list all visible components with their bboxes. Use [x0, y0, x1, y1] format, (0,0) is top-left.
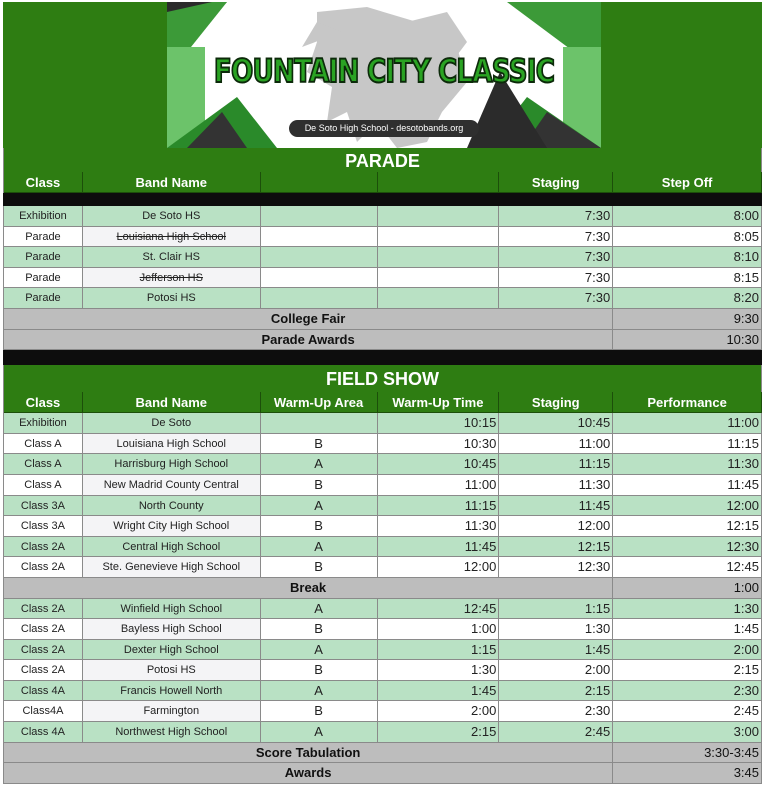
- break-row: [3, 578, 762, 599]
- cell-class: Parade: [4, 268, 83, 289]
- cell-band: Farmington: [83, 701, 261, 722]
- cell-band: Louisiana High School: [83, 434, 261, 455]
- cell-band: Winfield High School: [83, 599, 261, 620]
- cell-empty: [378, 268, 500, 289]
- table-row: [3, 454, 762, 475]
- awards-row: [3, 763, 762, 784]
- cell-band: New Madrid County Central: [83, 475, 261, 496]
- banner: [3, 2, 762, 148]
- cell-performance: 2:15: [613, 660, 762, 681]
- col-header-staging: Staging: [499, 392, 613, 413]
- cell-staging: 2:15: [499, 681, 613, 702]
- parade-section-title: PARADE: [3, 148, 762, 172]
- break-time: 1:00: [613, 578, 762, 599]
- cell-step-off: 8:10: [613, 247, 762, 268]
- cell-empty: [378, 227, 500, 248]
- cell-class: Class 2A: [4, 599, 83, 620]
- cell-band: De Soto: [83, 413, 261, 434]
- cell-empty: [261, 206, 378, 227]
- cell-warm-up-area: A: [261, 681, 378, 702]
- schedule-sheet: [3, 2, 762, 784]
- cell-warm-up-area: A: [261, 722, 378, 743]
- field-show-section-title: FIELD SHOW: [3, 365, 762, 392]
- cell-staging: 2:30: [499, 701, 613, 722]
- cell-step-off: 8:00: [613, 206, 762, 227]
- cell-band-struck: Louisiana High School: [83, 227, 261, 248]
- cell-band-struck: Jefferson HS: [83, 268, 261, 289]
- divider-bar: [3, 193, 762, 206]
- cell-class: Class 2A: [4, 640, 83, 661]
- cell-warm-up-area: [261, 413, 378, 434]
- col-header-band-name: Band Name: [83, 172, 261, 193]
- table-row: [3, 516, 762, 537]
- cell-warm-up-time: 11:15: [378, 496, 500, 517]
- cell-band: Bayless High School: [83, 619, 261, 640]
- cell-empty: [378, 206, 500, 227]
- cell-performance: 2:00: [613, 640, 762, 661]
- cell-staging: 10:45: [499, 413, 613, 434]
- cell-warm-up-area: A: [261, 640, 378, 661]
- awards-label: Awards: [4, 763, 613, 784]
- table-row: [3, 434, 762, 455]
- cell-band: Potosi HS: [83, 288, 261, 309]
- cell-warm-up-time: 11:45: [378, 537, 500, 558]
- col-header-class: Class: [4, 392, 83, 413]
- cell-staging: 11:30: [499, 475, 613, 496]
- cell-warm-up-area: A: [261, 599, 378, 620]
- cell-staging: 1:30: [499, 619, 613, 640]
- col-header-warm-up-area: Warm-Up Area: [261, 392, 378, 413]
- cell-performance: 2:45: [613, 701, 762, 722]
- cell-class: Class 2A: [4, 660, 83, 681]
- cell-empty: [378, 247, 500, 268]
- cell-staging: 2:45: [499, 722, 613, 743]
- cell-warm-up-area: B: [261, 660, 378, 681]
- cell-band: Wright City High School: [83, 516, 261, 537]
- cell-staging: 7:30: [499, 227, 613, 248]
- cell-empty: [378, 288, 500, 309]
- cell-class: Class 2A: [4, 557, 83, 578]
- cell-warm-up-time: 1:15: [378, 640, 500, 661]
- cell-class: Class 4A: [4, 681, 83, 702]
- cell-band: Dexter High School: [83, 640, 261, 661]
- table-row: [3, 288, 762, 309]
- cell-warm-up-time: 11:00: [378, 475, 500, 496]
- cell-warm-up-time: 2:00: [378, 701, 500, 722]
- cell-performance: 11:15: [613, 434, 762, 455]
- table-row: [3, 413, 762, 434]
- cell-empty: [261, 288, 378, 309]
- cell-staging: 7:30: [499, 268, 613, 289]
- divider-bar: [3, 350, 762, 365]
- cell-performance: 11:00: [613, 413, 762, 434]
- table-row: [3, 722, 762, 743]
- cell-warm-up-area: B: [261, 475, 378, 496]
- table-row: [3, 247, 762, 268]
- banner-image: [167, 2, 601, 148]
- cell-warm-up-time: 10:45: [378, 454, 500, 475]
- col-header-step-off: Step Off: [613, 172, 762, 193]
- cell-band: Francis Howell North: [83, 681, 261, 702]
- table-row: [3, 619, 762, 640]
- cell-staging: 11:15: [499, 454, 613, 475]
- table-row: [3, 557, 762, 578]
- cell-warm-up-time: 10:15: [378, 413, 500, 434]
- table-row: [3, 660, 762, 681]
- cell-warm-up-area: A: [261, 537, 378, 558]
- cell-step-off: 8:20: [613, 288, 762, 309]
- cell-band: Ste. Genevieve High School: [83, 557, 261, 578]
- table-row: [3, 268, 762, 289]
- cell-performance: 1:30: [613, 599, 762, 620]
- cell-staging: 12:30: [499, 557, 613, 578]
- table-row: [3, 475, 762, 496]
- col-header-blank: [378, 172, 500, 193]
- table-row: [3, 681, 762, 702]
- cell-performance: 12:45: [613, 557, 762, 578]
- cell-band: Potosi HS: [83, 660, 261, 681]
- score-tabulation-label: Score Tabulation: [4, 743, 613, 764]
- table-row: [3, 496, 762, 517]
- field-show-rows-afternoon: [3, 599, 762, 743]
- cell-class: Exhibition: [4, 206, 83, 227]
- cell-band: De Soto HS: [83, 206, 261, 227]
- cell-staging: 1:15: [499, 599, 613, 620]
- cell-staging: 7:30: [499, 247, 613, 268]
- cell-performance: 12:00: [613, 496, 762, 517]
- cell-warm-up-time: 10:30: [378, 434, 500, 455]
- cell-staging: 12:00: [499, 516, 613, 537]
- score-tabulation-time: 3:30-3:45: [613, 743, 762, 764]
- field-show-rows-morning: [3, 413, 762, 578]
- cell-class: Exhibition: [4, 413, 83, 434]
- cell-warm-up-time: 1:30: [378, 660, 500, 681]
- cell-performance: 12:30: [613, 537, 762, 558]
- cell-warm-up-area: B: [261, 434, 378, 455]
- cell-class: Parade: [4, 247, 83, 268]
- cell-class: Class 2A: [4, 537, 83, 558]
- banner-title: FOUNTAIN CITY CLASSIC: [213, 52, 555, 90]
- cell-class: Class 4A: [4, 722, 83, 743]
- cell-warm-up-time: 2:15: [378, 722, 500, 743]
- cell-warm-up-time: 1:00: [378, 619, 500, 640]
- cell-class: Class 3A: [4, 516, 83, 537]
- cell-staging: 2:00: [499, 660, 613, 681]
- cell-warm-up-area: A: [261, 454, 378, 475]
- col-header-performance: Performance: [613, 392, 762, 413]
- table-row: [3, 227, 762, 248]
- field-show-header-row: [3, 392, 762, 413]
- col-header-blank: [261, 172, 378, 193]
- cell-performance: 1:45: [613, 619, 762, 640]
- college-fair-row: [3, 309, 762, 330]
- parade-awards-label: Parade Awards: [4, 330, 613, 351]
- table-row: [3, 537, 762, 558]
- banner-subtitle: De Soto High School - desotobands.org: [289, 120, 479, 137]
- parade-awards-time: 10:30: [613, 330, 762, 351]
- cell-warm-up-area: B: [261, 557, 378, 578]
- cell-staging: 11:00: [499, 434, 613, 455]
- table-row: [3, 701, 762, 722]
- cell-staging: 12:15: [499, 537, 613, 558]
- cell-staging: 11:45: [499, 496, 613, 517]
- cell-warm-up-area: B: [261, 516, 378, 537]
- cell-band: Harrisburg High School: [83, 454, 261, 475]
- cell-step-off: 8:05: [613, 227, 762, 248]
- parade-header-row: [3, 172, 762, 193]
- col-header-band-name: Band Name: [83, 392, 261, 413]
- cell-staging: 7:30: [499, 206, 613, 227]
- cell-empty: [261, 227, 378, 248]
- cell-class: Class 3A: [4, 496, 83, 517]
- college-fair-time: 9:30: [613, 309, 762, 330]
- cell-class: Class A: [4, 434, 83, 455]
- cell-performance: 3:00: [613, 722, 762, 743]
- cell-empty: [261, 268, 378, 289]
- cell-performance: 11:30: [613, 454, 762, 475]
- cell-performance: 12:15: [613, 516, 762, 537]
- score-tabulation-row: [3, 743, 762, 764]
- cell-warm-up-time: 11:30: [378, 516, 500, 537]
- college-fair-label: College Fair: [4, 309, 613, 330]
- col-header-warm-up-time: Warm-Up Time: [378, 392, 500, 413]
- col-header-class: Class: [4, 172, 83, 193]
- awards-time: 3:45: [613, 763, 762, 784]
- break-label: Break: [4, 578, 613, 599]
- cell-warm-up-area: B: [261, 701, 378, 722]
- cell-band: St. Clair HS: [83, 247, 261, 268]
- cell-band: Central High School: [83, 537, 261, 558]
- cell-performance: 11:45: [613, 475, 762, 496]
- table-row: [3, 640, 762, 661]
- cell-class: Class A: [4, 454, 83, 475]
- cell-band: Northwest High School: [83, 722, 261, 743]
- cell-staging: 7:30: [499, 288, 613, 309]
- cell-class: Class 2A: [4, 619, 83, 640]
- cell-class: Class4A: [4, 701, 83, 722]
- cell-class: Parade: [4, 227, 83, 248]
- cell-warm-up-time: 1:45: [378, 681, 500, 702]
- cell-performance: 2:30: [613, 681, 762, 702]
- parade-awards-row: [3, 330, 762, 351]
- cell-staging: 1:45: [499, 640, 613, 661]
- cell-band: North County: [83, 496, 261, 517]
- table-row: [3, 206, 762, 227]
- cell-warm-up-area: A: [261, 496, 378, 517]
- cell-warm-up-time: 12:00: [378, 557, 500, 578]
- cell-empty: [261, 247, 378, 268]
- cell-class: Class A: [4, 475, 83, 496]
- table-row: [3, 599, 762, 620]
- cell-warm-up-area: B: [261, 619, 378, 640]
- cell-warm-up-time: 12:45: [378, 599, 500, 620]
- cell-step-off: 8:15: [613, 268, 762, 289]
- col-header-staging: Staging: [499, 172, 613, 193]
- cell-class: Parade: [4, 288, 83, 309]
